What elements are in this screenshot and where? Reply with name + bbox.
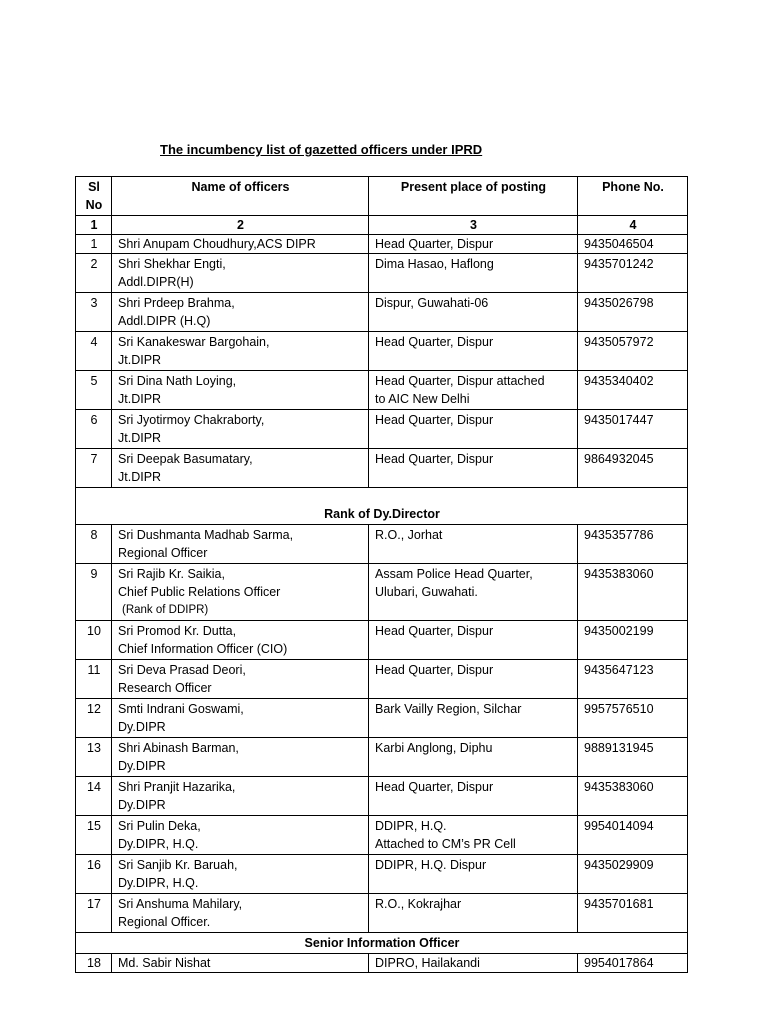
officer-name-line: Sri Dina Nath Loying, bbox=[118, 374, 237, 388]
officer-name-line: Jt.DIPR bbox=[118, 470, 162, 484]
sl-no-cell: 14 bbox=[76, 777, 112, 816]
posting-cell bbox=[369, 954, 578, 973]
posting-cell bbox=[369, 371, 578, 410]
sl-no-cell: 6 bbox=[76, 410, 112, 449]
posting-cell bbox=[369, 293, 578, 332]
officer-name-line: Sri Dushmanta Madhab Sarma, bbox=[118, 528, 294, 542]
officer-name-line: Dy.DIPR, H.Q. bbox=[118, 876, 199, 890]
phone-cell: 9435383060 bbox=[578, 777, 688, 816]
sl-no-cell: 5 bbox=[76, 371, 112, 410]
officer-name-cell bbox=[112, 699, 369, 738]
phone-cell: 9954014094 bbox=[578, 816, 688, 855]
phone-cell: 9435029909 bbox=[578, 855, 688, 894]
table-row bbox=[76, 449, 688, 488]
header-sl-no: Sl No bbox=[76, 177, 112, 216]
posting-cell bbox=[369, 855, 578, 894]
posting-line: R.O., Jorhat bbox=[375, 528, 443, 542]
officer-name-line: Sri Anshuma Mahilary, bbox=[118, 897, 243, 911]
phone-cell: 9435701242 bbox=[578, 254, 688, 293]
posting-line: Bark Vailly Region, Silchar bbox=[375, 702, 522, 716]
phone-cell: 9435357786 bbox=[578, 525, 688, 564]
officer-name-cell bbox=[112, 621, 369, 660]
officer-name-line: Dy.DIPR, H.Q. bbox=[118, 837, 199, 851]
header-phone: Phone No. bbox=[578, 177, 688, 216]
officer-name-cell bbox=[112, 660, 369, 699]
officer-name-line: Md. Sabir Nishat bbox=[118, 956, 211, 970]
column-number: 4 bbox=[578, 216, 688, 235]
posting-cell bbox=[369, 621, 578, 660]
sl-no-cell: 1 bbox=[76, 235, 112, 254]
officer-name-cell bbox=[112, 449, 369, 488]
posting-cell bbox=[369, 699, 578, 738]
sl-no-cell: 13 bbox=[76, 738, 112, 777]
sl-no-cell: 16 bbox=[76, 855, 112, 894]
phone-cell: 9435701681 bbox=[578, 894, 688, 933]
officer-name-cell bbox=[112, 293, 369, 332]
table-row bbox=[76, 371, 688, 410]
table-row bbox=[76, 293, 688, 332]
table-row bbox=[76, 777, 688, 816]
posting-line: Head Quarter, Dispur bbox=[375, 452, 494, 466]
officer-name-line: Sri Sanjib Kr. Baruah, bbox=[118, 858, 238, 872]
sl-no-cell: 8 bbox=[76, 525, 112, 564]
officer-name-line: Sri Deva Prasad Deori, bbox=[118, 663, 246, 677]
officer-name-line: Regional Officer bbox=[118, 546, 208, 560]
posting-line: Head Quarter, Dispur bbox=[375, 335, 494, 349]
phone-cell: 9435383060 bbox=[578, 564, 688, 621]
officer-name-line: Dy.DIPR bbox=[118, 720, 166, 734]
posting-line: Attached to CM’s PR Cell bbox=[375, 837, 516, 851]
posting-cell bbox=[369, 564, 578, 621]
officer-name-cell bbox=[112, 235, 369, 254]
table-row bbox=[76, 621, 688, 660]
phone-cell: 9864932045 bbox=[578, 449, 688, 488]
posting-line: R.O., Kokrajhar bbox=[375, 897, 462, 911]
posting-cell bbox=[369, 777, 578, 816]
posting-cell bbox=[369, 235, 578, 254]
officer-name-line: Addl.DIPR (H.Q) bbox=[118, 314, 211, 328]
officer-name-cell bbox=[112, 738, 369, 777]
sl-no-cell: 2 bbox=[76, 254, 112, 293]
sl-no-cell: 9 bbox=[76, 564, 112, 621]
officer-name-line: Chief Information Officer (CIO) bbox=[118, 642, 288, 656]
posting-cell bbox=[369, 738, 578, 777]
officer-name-line: Shri Pranjit Hazarika, bbox=[118, 780, 236, 794]
officer-name-line: Smti Indrani Goswami, bbox=[118, 702, 244, 716]
phone-cell: 9435340402 bbox=[578, 371, 688, 410]
officer-name-line: Dy.DIPR bbox=[118, 798, 166, 812]
posting-line: to AIC New Delhi bbox=[375, 392, 470, 406]
table-row bbox=[76, 564, 688, 621]
table-row bbox=[76, 254, 688, 293]
posting-line: Dispur, Guwahati-06 bbox=[375, 296, 489, 310]
officer-name-line: Dy.DIPR bbox=[118, 759, 166, 773]
officer-name-line: Sri Rajib Kr. Saikia, bbox=[118, 567, 225, 581]
section-senior-information-officer bbox=[76, 933, 688, 954]
posting-line: Head Quarter, Dispur bbox=[375, 237, 494, 251]
posting-line: Dima Hasao, Haflong bbox=[375, 257, 494, 271]
phone-cell: 9435002199 bbox=[578, 621, 688, 660]
document-title: The incumbency list of gazetted officers under IPRD bbox=[160, 142, 483, 157]
table-row bbox=[76, 894, 688, 933]
table-row bbox=[76, 816, 688, 855]
posting-cell bbox=[369, 894, 578, 933]
header-name: Name of officers bbox=[112, 177, 369, 216]
sl-no-cell: 10 bbox=[76, 621, 112, 660]
phone-cell: 9435026798 bbox=[578, 293, 688, 332]
sl-no-cell: 11 bbox=[76, 660, 112, 699]
posting-line: DDIPR, H.Q. bbox=[375, 819, 447, 833]
officer-name-line: Shri Anupam Choudhury,ACS DIPR bbox=[118, 237, 316, 251]
table-header-row bbox=[76, 177, 688, 216]
officer-name-line: Regional Officer. bbox=[118, 915, 211, 929]
officer-name-cell bbox=[112, 894, 369, 933]
sl-no-cell: 12 bbox=[76, 699, 112, 738]
table-row bbox=[76, 738, 688, 777]
officer-name-line: Shri Abinash Barman, bbox=[118, 741, 239, 755]
table-row bbox=[76, 410, 688, 449]
officer-name-line: Jt.DIPR bbox=[118, 353, 162, 367]
sl-no-cell: 15 bbox=[76, 816, 112, 855]
table-row bbox=[76, 525, 688, 564]
officer-name-line: Sri Pulin Deka, bbox=[118, 819, 201, 833]
officer-name-cell bbox=[112, 564, 369, 621]
officer-name-line: Sri Kanakeswar Bargohain, bbox=[118, 335, 270, 349]
posting-cell bbox=[369, 525, 578, 564]
table-row bbox=[76, 660, 688, 699]
posting-cell bbox=[369, 449, 578, 488]
officer-name-cell bbox=[112, 332, 369, 371]
posting-line: Head Quarter, Dispur bbox=[375, 413, 494, 427]
sl-no-cell: 4 bbox=[76, 332, 112, 371]
posting-line: Karbi Anglong, Diphu bbox=[375, 741, 493, 755]
officer-name-cell bbox=[112, 855, 369, 894]
phone-cell: 9435647123 bbox=[578, 660, 688, 699]
posting-line: DIPRO, Hailakandi bbox=[375, 956, 480, 970]
officer-name-line: Jt.DIPR bbox=[118, 431, 162, 445]
phone-cell: 9957576510 bbox=[578, 699, 688, 738]
posting-cell bbox=[369, 332, 578, 371]
column-number: 3 bbox=[369, 216, 578, 235]
phone-cell: 9435017447 bbox=[578, 410, 688, 449]
posting-line: Assam Police Head Quarter, bbox=[375, 567, 533, 581]
phone-cell: 9889131945 bbox=[578, 738, 688, 777]
column-number: 2 bbox=[112, 216, 369, 235]
posting-line: Ulubari, Guwahati. bbox=[375, 585, 478, 599]
posting-cell bbox=[369, 410, 578, 449]
section-dy-director bbox=[76, 488, 688, 525]
sl-no-cell: 17 bbox=[76, 894, 112, 933]
column-number: 1 bbox=[76, 216, 112, 235]
header-posting: Present place of posting bbox=[369, 177, 578, 216]
sl-no-cell: 7 bbox=[76, 449, 112, 488]
posting-cell bbox=[369, 254, 578, 293]
officer-name-line: Sri Jyotirmoy Chakraborty, bbox=[118, 413, 265, 427]
phone-cell: 9435046504 bbox=[578, 235, 688, 254]
officer-name-line: Chief Public Relations Officer bbox=[118, 585, 281, 599]
officer-name-line: Sri Deepak Basumatary, bbox=[118, 452, 253, 466]
table-row bbox=[76, 332, 688, 371]
posting-cell bbox=[369, 816, 578, 855]
table-row bbox=[76, 954, 688, 973]
officer-name-cell bbox=[112, 816, 369, 855]
table-row bbox=[76, 235, 688, 254]
posting-line: Head Quarter, Dispur bbox=[375, 663, 494, 677]
sl-no-cell: 18 bbox=[76, 954, 112, 973]
officer-name-cell bbox=[112, 410, 369, 449]
officer-name-line: Shri Prdeep Brahma, bbox=[118, 296, 235, 310]
officer-name-line: Shri Shekhar Engti, bbox=[118, 257, 226, 271]
officer-name-line: Jt.DIPR bbox=[118, 392, 162, 406]
officers-table bbox=[75, 176, 688, 973]
posting-cell bbox=[369, 660, 578, 699]
officer-name-line: Research Officer bbox=[118, 681, 212, 695]
officer-name-cell bbox=[112, 525, 369, 564]
sl-no-cell: 3 bbox=[76, 293, 112, 332]
officer-name-line: Sri Promod Kr. Dutta, bbox=[118, 624, 237, 638]
officer-name-cell bbox=[112, 254, 369, 293]
section-senior-information-officer-label: Senior Information Officer bbox=[76, 933, 688, 954]
officer-name-cell bbox=[112, 954, 369, 973]
posting-line: Head Quarter, Dispur bbox=[375, 624, 494, 638]
section-dy-director-label: Rank of Dy.Director bbox=[76, 488, 688, 525]
posting-line: Head Quarter, Dispur bbox=[375, 780, 494, 794]
posting-line: Head Quarter, Dispur attached bbox=[375, 374, 545, 388]
officer-name-cell bbox=[112, 777, 369, 816]
officer-name-line: Addl.DIPR(H) bbox=[118, 275, 194, 289]
table-row bbox=[76, 855, 688, 894]
table-row bbox=[76, 699, 688, 738]
column-number-row bbox=[76, 216, 688, 235]
phone-cell: 9954017864 bbox=[578, 954, 688, 973]
rank-note: (Rank of DDIPR) bbox=[122, 604, 209, 616]
posting-line: DDIPR, H.Q. Dispur bbox=[375, 858, 487, 872]
phone-cell: 9435057972 bbox=[578, 332, 688, 371]
officer-name-cell bbox=[112, 371, 369, 410]
